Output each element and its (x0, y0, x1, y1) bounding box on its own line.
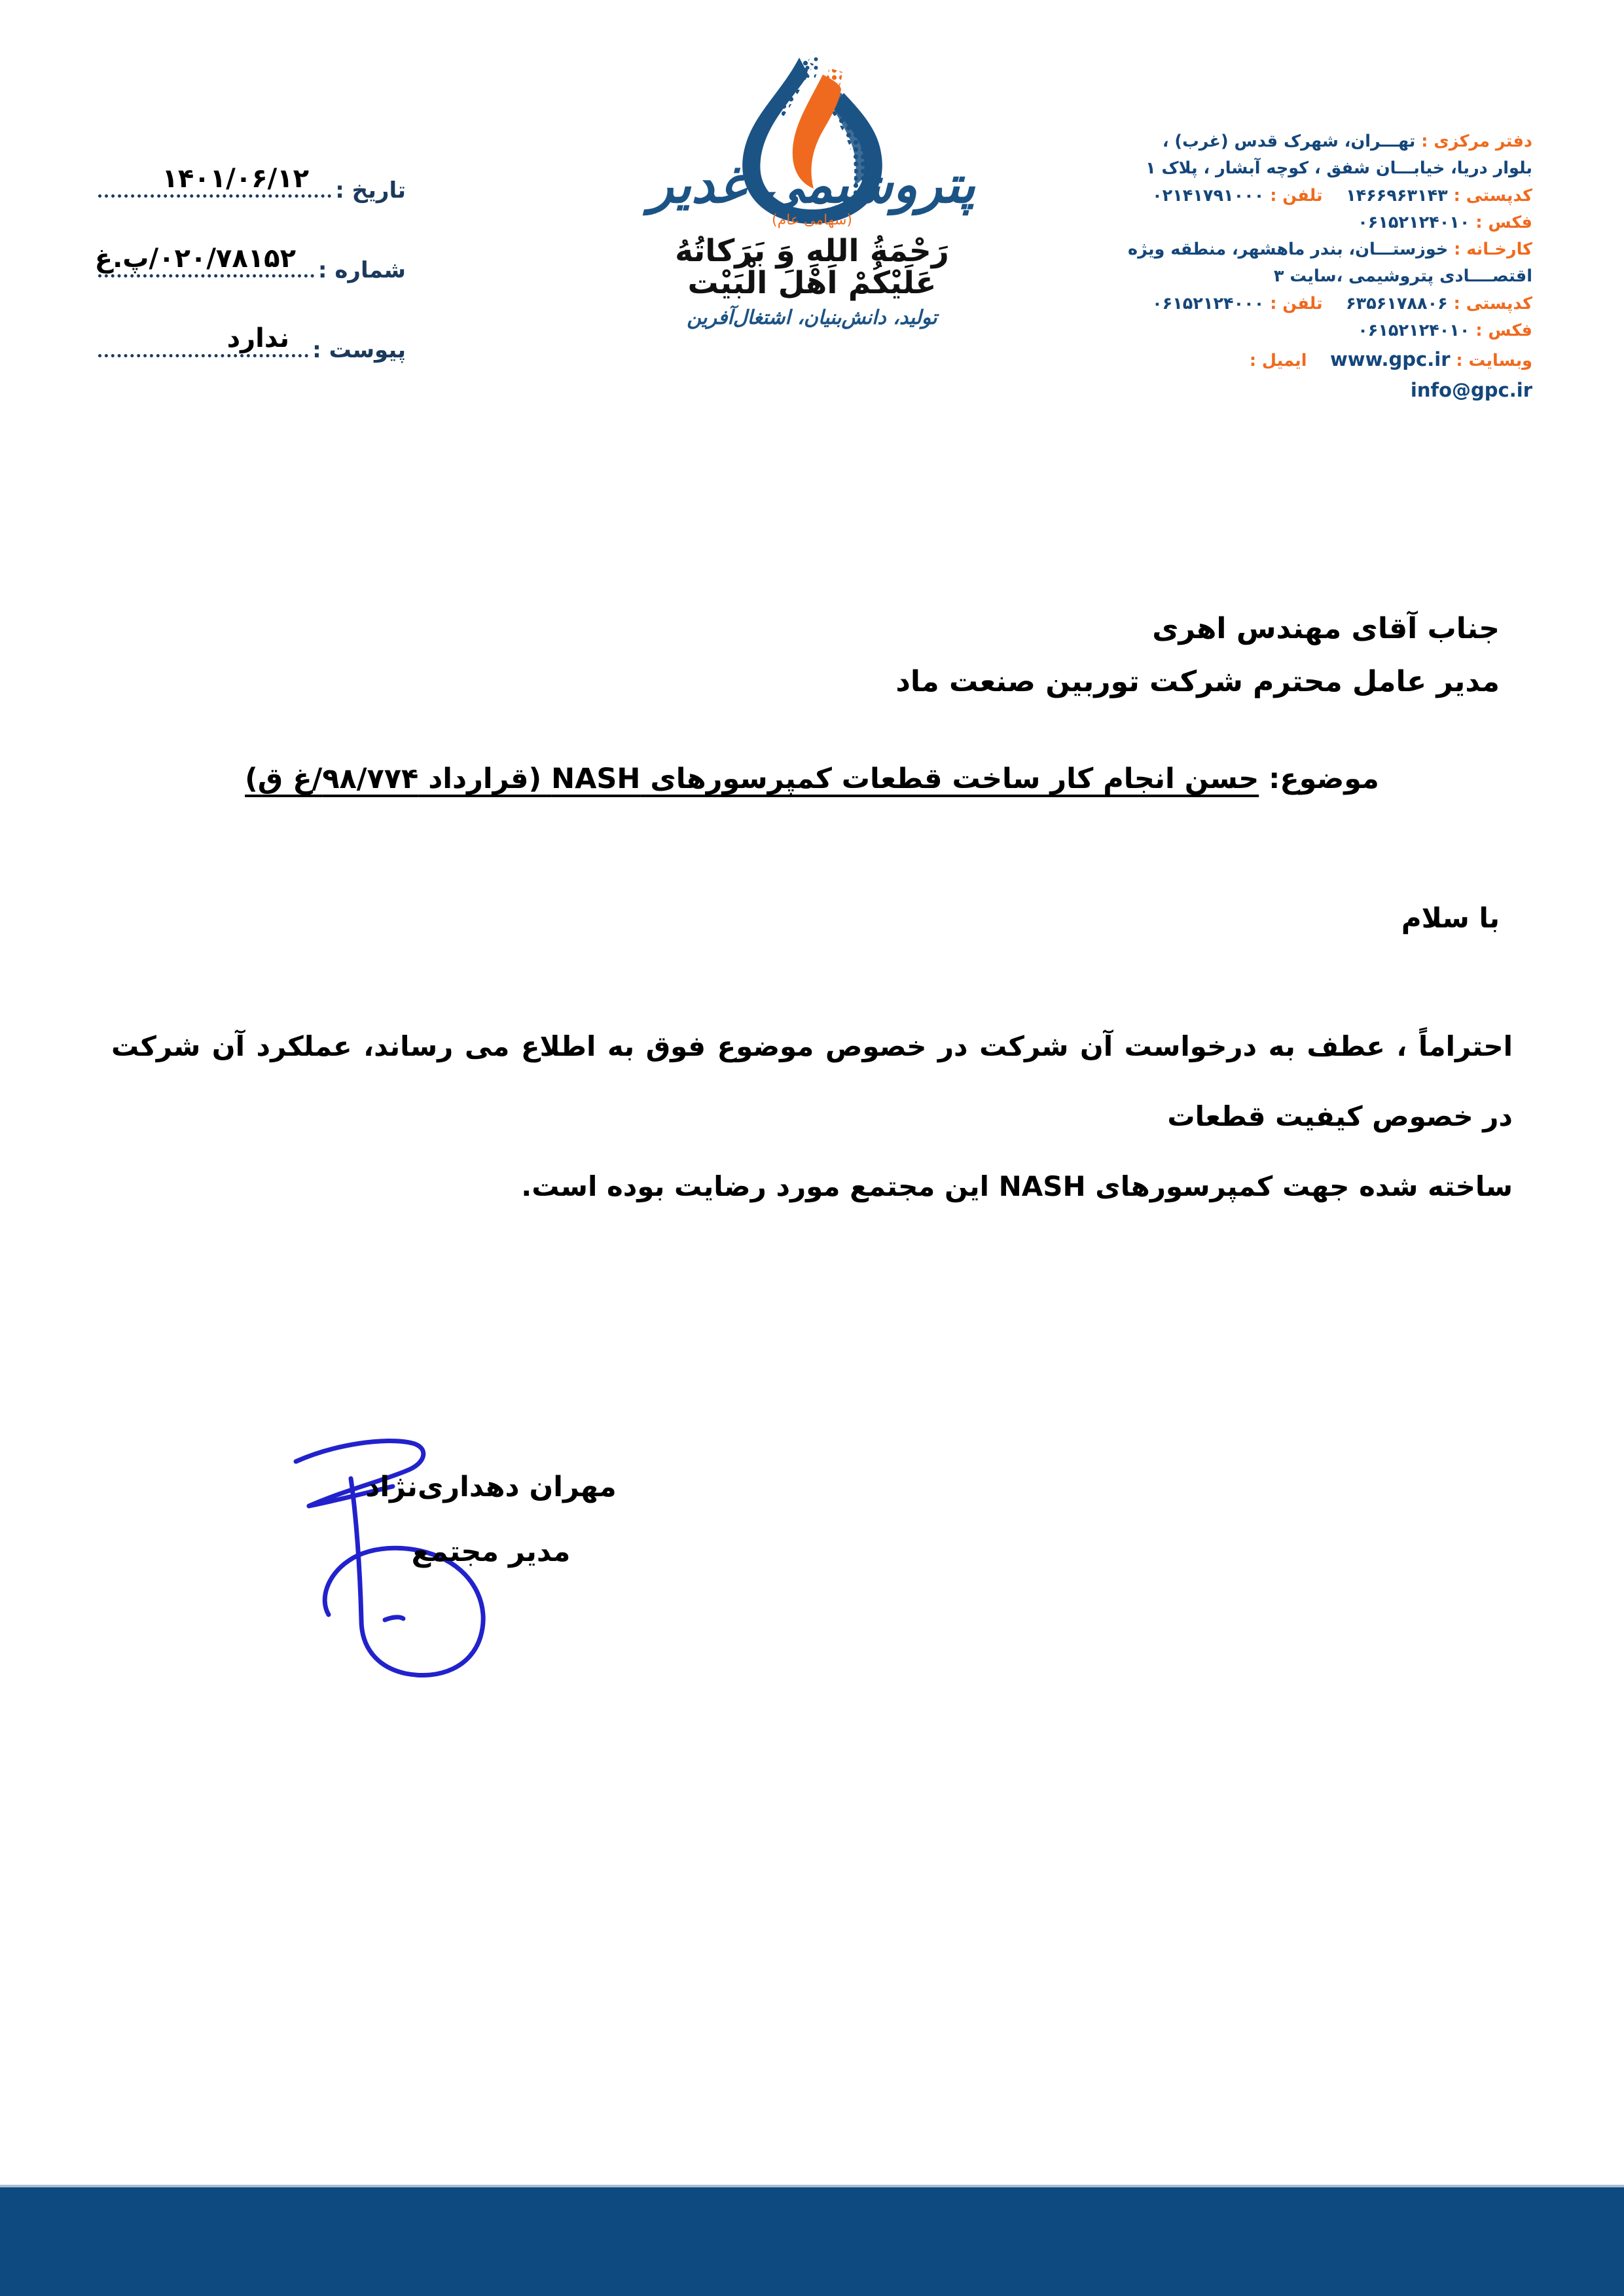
head-phone-label: تلفن : (1270, 185, 1323, 206)
head-office-line (1127, 128, 1532, 183)
meta-row-date (98, 136, 406, 216)
letterhead (0, 0, 1624, 497)
contact-info-block (1127, 128, 1532, 406)
recipient-title: مدیر عامل محترم شرکت توربین صنعت ماد (895, 665, 1500, 699)
company-logo (629, 38, 996, 329)
website-value[interactable]: www.gpc.ir (1330, 348, 1451, 371)
email-value[interactable]: info@gpc.ir (1410, 379, 1532, 402)
factory-phone-label: تلفن : (1270, 293, 1323, 314)
number-value: ۰۲۰/۷۸۱۵۲/پ.غ (94, 243, 296, 274)
head-fax-value: ۰۶۱۵۲۱۲۴۰۱۰ (1358, 212, 1470, 232)
logo-company-name: پتروشیمی غدیر (649, 156, 975, 215)
head-fax-label: فکس : (1475, 212, 1532, 232)
number-label: شماره : (317, 257, 406, 283)
date-value: ۱۴۰۱/۰۶/۱۲ (162, 164, 309, 194)
date-dotted-leader (98, 194, 331, 198)
website-label: وبسایت : (1456, 351, 1532, 371)
attachment-dotted-leader (98, 353, 308, 357)
head-office-address: تهـــران، شهرک قدس (غرب) ، بلوار دریا، خیابـــان شفق ، کوچه آبشار ، پلاک ۱ (1146, 132, 1532, 179)
logo-slogan: تولید، دانش‌بنیان، اشتغال‌آفرین (687, 306, 937, 329)
signer-title: مدیر مجتمع (411, 1535, 571, 1568)
head-phone-value: ۰۲۱۴۱۷۹۱۰۰۰ (1152, 185, 1265, 206)
signature-block (0, 1424, 1624, 1698)
letter-body (111, 1011, 1513, 1221)
head-postal-value: ۱۴۶۶۹۶۳۱۴۳ (1346, 185, 1448, 206)
recipient-name: جناب آقای مهندس اهری (1152, 612, 1500, 645)
footer-bar (0, 2185, 1624, 2296)
date-label: تاریخ : (335, 177, 406, 204)
head-fax-line (1127, 209, 1532, 236)
factory-fax-line (1127, 317, 1532, 344)
letter-meta-block (94, 136, 406, 376)
subject-text: حسن انجام کار ساخت قطعات کمپرسورهای NASH (قرارداد ۹۸/۷۷۴/غ ق) (245, 762, 1259, 795)
factory-phone-value: ۰۶۱۵۲۱۲۴۰۰۰ (1152, 293, 1265, 314)
factory-line (1127, 236, 1532, 291)
factory-fax-label: فکس : (1475, 321, 1532, 341)
meta-row-number (94, 216, 406, 296)
meta-row-attachment (98, 296, 406, 376)
body-paragraph-line-2: ساخته شده جهت کمپرسورهای NASH این مجتمع مورد رضایت بوده است. (521, 1170, 1513, 1203)
subject-label: موضوع: (1269, 762, 1379, 795)
body-paragraph-line-1: احتراماً ، عطف به درخواست آن شرکت در خصوص موضوع فوق به اطلاع می رساند، عملکرد آن شرکت در خصوص کیفیت قطعات (111, 1030, 1513, 1133)
email-label: ایمیل : (1249, 351, 1307, 371)
subject-line (124, 762, 1500, 795)
factory-postal-phone-line (1127, 291, 1532, 317)
signer-name: مهران دهداری‌نژاد (365, 1471, 617, 1503)
factory-postal-value: ۶۳۵۶۱۷۸۸۰۶ (1346, 293, 1448, 314)
attachment-label: پیوست : (312, 337, 406, 363)
factory-label: کارخـانه : (1454, 240, 1532, 260)
logo-arabic-calligraphy: رَحْمَةُ اللهِ وَ بَرَكاتُهُ عَلَيْكُمْ اَهْلَ الْبَيْت (675, 233, 949, 302)
factory-address: خوزستـــان، بندر ماهشهر، منطقه ویژه اقتصــــادی پتروشیمی ،سایت ۳ (1128, 240, 1532, 287)
head-postal-phone-line (1127, 183, 1532, 209)
factory-postal-label: کدپستی : (1453, 293, 1532, 314)
logo-company-suffix: (سهامی عام) (771, 212, 852, 228)
recipient-block (895, 602, 1500, 709)
head-office-label: دفتر مرکزی : (1421, 132, 1532, 151)
attachment-value: ندارد (226, 323, 289, 353)
number-dotted-leader (98, 274, 314, 278)
greeting-line: با سلام (1401, 902, 1500, 934)
web-email-line (1127, 344, 1532, 406)
factory-fax-value: ۰۶۱۵۲۱۲۴۰۱۰ (1358, 321, 1470, 341)
head-postal-label: کدپستی : (1453, 185, 1532, 206)
signer-details (353, 1455, 628, 1585)
